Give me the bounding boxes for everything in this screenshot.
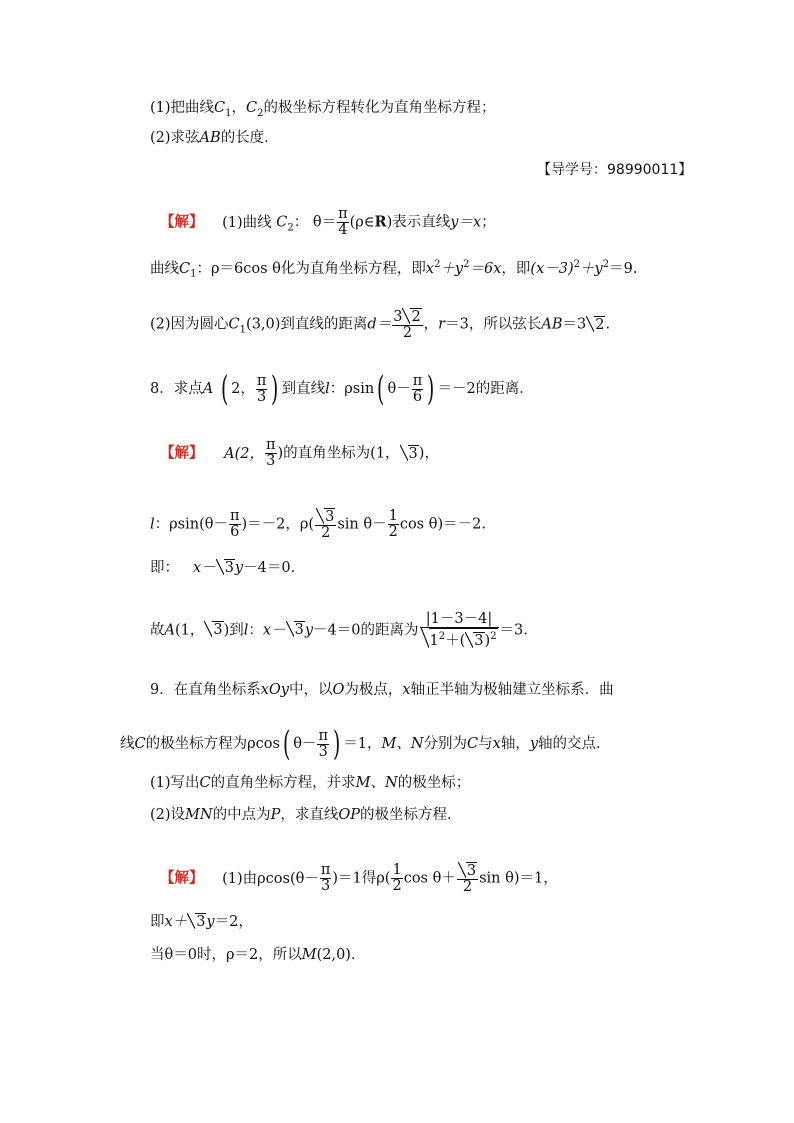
sol8-line3: 即： x－ 3y－4＝0. [150, 560, 296, 576]
sol8-line4: 故A(1， 3)到l：x－ 3y－4＝0的距离为 $\frac{|1-3-4|}{1^2+( 3)^2}$ ＝3. [150, 611, 528, 649]
q7-part1: (1)把曲线$C_1$，$C_2$的极坐标方程转化为直角坐标方程； [150, 100, 496, 119]
sol9-line2: 即x＋ 3y＝2， [150, 914, 253, 930]
q9-part1: (1)写出C的直角坐标方程，并求M、N的极坐标； [150, 775, 471, 791]
q9-line2: 线C的极坐标方程为ρcos( θ－ $\frac{\pi}{3}$ ) ＝1，M、N分别为C与x轴，y轴的交点． [120, 724, 611, 764]
sol7-line1: 【解】 (1)曲线 $C_2$： θ＝ $\frac{\pi}{4}$ (ρ∈R)表示直线y＝x； [160, 206, 496, 238]
q7-part2: (2)求弦AB的长度． [150, 130, 279, 146]
sol9-line3: 当θ＝0时，ρ＝2，所以M(2,0)． [150, 947, 366, 963]
q9-part2: (2)设MN的中点为P，求直线OP的极坐标方程． [150, 807, 462, 823]
fraction-3sqrt2-2: $\frac{3 2}{2}$ [393, 309, 421, 341]
q9-line1: 9．在直角坐标系xOy中，以O为极点，x轴正半轴为极轴建立坐标系．曲 [150, 682, 614, 698]
sol8-line1: 【解】 A(2， $\frac{\pi}{3}$ )的直角坐标为(1， 3)， [160, 437, 439, 469]
sol8-line2: l：ρsin(θ－ $\frac{\pi}{6}$ )＝－2，ρ( $\frac{3}{2}$ sin θ－ $\frac{1}{2}$ cos θ)＝－2. [150, 508, 486, 541]
fraction-pi-4: $\frac{\pi}{4}$ [338, 206, 348, 238]
solution-tag: 【解】 [160, 444, 204, 462]
guide-number: 【导学号：98990011】 [537, 162, 693, 178]
fraction-pi-6: $\frac{\pi}{6}$ [412, 372, 423, 405]
sol7-line3: (2)因为圆心$C_1(3,0)$到直线的距离d＝ $\frac{3 2}{2}$ ，r＝3，所以弦长AB＝3 2. [150, 309, 611, 341]
fraction-pi-3: $\frac{\pi}{3}$ [256, 372, 267, 405]
sol7-line2: 曲线$C_1$：ρ＝6cos θ化为直角坐标方程，即$x^2+y^2=6x$，即$(x-3)^2+y^2=9$. [150, 259, 638, 280]
solution-tag: 【解】 [160, 869, 204, 887]
distance-fraction: $\frac{|1-3-4|}{1^2+( 3)^2}$ [420, 612, 499, 649]
q8-line: 8．求点A ( 2， $\frac{\pi}{3}$ ) 到直线l：ρsin( θ－ $\frac{\pi}{6}$ ) ＝－2的距离． [150, 369, 534, 409]
sol9-line1: 【解】 (1)由ρcos(θ－ $\frac{\pi}{3}$ )＝1得ρ( $\frac{1}{2}$ cos θ＋ $\frac{3}{2}$ sin θ)＝1， [160, 862, 558, 895]
solution-tag: 【解】 [160, 213, 204, 231]
